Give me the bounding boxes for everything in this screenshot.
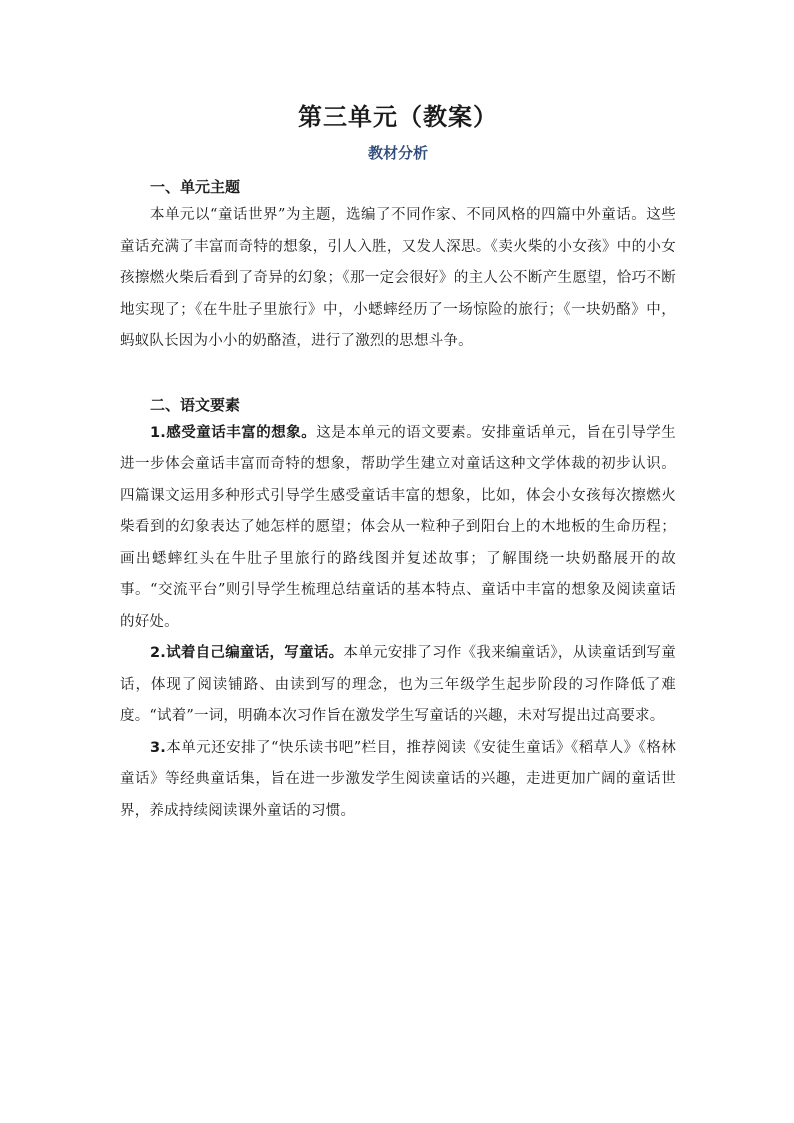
item-2-lead: 2.试着自己编童话，写童话。 [150,645,344,661]
language-element-item-2 [120,638,676,733]
item-1-text: 这是本单元的语文要素。安排童话单元，旨在引导学生进一步体会童话丰富而奇特的想象，帮助学生建立对童话这种文学体裁的初步认识。四篇课文运用多种形式引导学生感受童话丰富的想象，比如，体会小女孩每次擦燃火柴看到的幻象表达了她怎样的愿望；体会从一粒种子到阳台上的木地板的生命历程；画出蟋蟀红头在牛肚子里旅行的路线图并复述故事；了解围绕一块奶酪展开的故事。“交流平台”则引导学生梳理总结童话的基本特点、童话中丰富的想象及阅读童话的好处。 [120,424,676,630]
section-heading-unit-theme: 一、单元主题 [150,178,241,196]
item-1-lead: 1.感受童话丰富的想象。 [150,424,317,441]
item-3-lead: 3. [150,739,166,756]
item-2-text: 本单元安排了习作《我来编童话》，从读童话到写童话，体现了阅读铺路、由读到写的理念，也为三年级学生起步阶段的习作降低了难度。“试着”一词，明确本次习作旨在激发学生写童话的兴趣，未对写提出过高要求。 [120,645,676,724]
section-heading-language-elements: 二、语文要素 [150,395,241,414]
language-element-item-1 [120,418,676,639]
document-page [120,100,676,827]
document-subtitle: 教材分析 [367,144,428,162]
document-title: 第三单元（教案） [298,103,498,131]
item-3-text: 本单元还安排了“快乐读书吧”栏目，推荐阅读《安徒生童话》《稻草人》《格林童话》等经典童话集，旨在进一步激发学生阅读童话的兴趣，走进更加广阔的童话世界，养成持续阅读课外童话的习惯。 [120,739,676,819]
unit-theme-paragraph: 本单元以“童话世界”为主题，选编了不同作家、不同风格的四篇中外童话。这些童话充满了丰富而奇特的想象，引人入胜，又发人深思。《卖火柴的小女孩》中的小女孩擦燃火柴后看到了奇异的幻象；《那一定会很好》的主人公不断产生愿望，恰巧不断地实现了；《在牛肚子里旅行》中，小蟋蟀经历了一场惊险的旅行；《一块奶酪》中，蚂蚁队长因为小小的奶酪渣，进行了激烈的思想斗争。 [120,207,676,349]
language-element-item-3 [120,733,676,828]
